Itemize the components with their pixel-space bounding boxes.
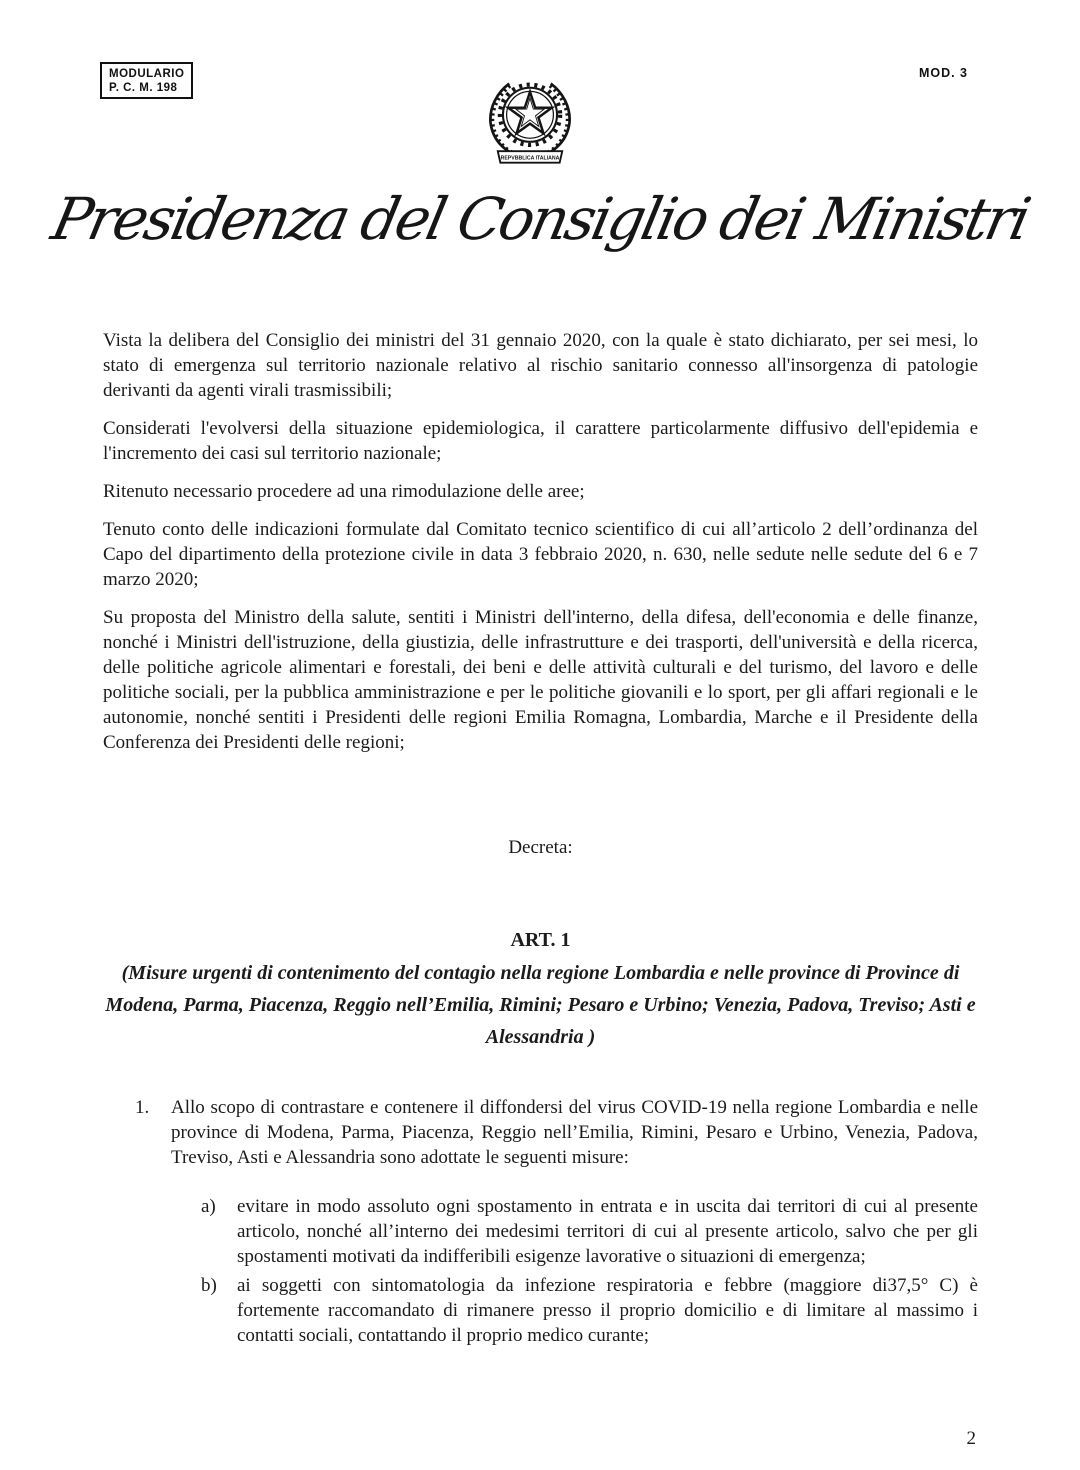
- sub-item-b-letter: b): [201, 1275, 217, 1296]
- article-1-subtitle: (Misure urgenti di contenimento del contagio nella regione Lombardia e nelle province di Province di Modena, Parma, Piacenza, Reggio nell’Emilia, Rimini; Pesaro e Urbino; Venezia, Padova, Treviso; Asti e Alessandria ): [105, 962, 976, 1048]
- list-item-1-text: Allo scopo di contrastare e contenere il diffondersi del virus COVID-19 nella regione Lombardia e nelle province di Modena, Parma, Piacenza, Reggio nell’Emilia, Rimini, Pesaro e Urbino, Venezia, Padova, Treviso, Asti e Alessandria sono adottate le seguenti misure:: [171, 1097, 978, 1168]
- preamble-paragraph-su-proposta: Su proposta del Ministro della salute, sentiti i Ministri dell'interno, della difesa, dell'economia e delle finanze, nonché i Ministri dell'istruzione, della giustizia, delle infrastrutture e dei trasporti, dell'università e della ricerca, delle politiche agricole alimentari e forestali, dei beni e delle attività culturali e del turismo, del lavoro e delle politiche sociali, per la pubblica amministrazione e per le politiche giovanili e lo sport, per gli affari regionali e le autonomie, nonché sentiti i Presidenti delle regioni Emilia Romagna, Lombardia, Marche e il Presidente della Conferenza dei Presidenti delle regioni;: [103, 607, 978, 753]
- sub-item-a-text: evitare in modo assoluto ogni spostamento in entrata e in uscita dai territori di cui al presente articolo, nonché all’interno dei medesimi territori di cui al presente articolo, salvo che per gli spostamenti motivati da indifferibili esigenze lavorative o situazioni di emergenza;: [237, 1196, 978, 1267]
- modulario-line2: P. C. M. 198: [109, 82, 178, 94]
- sub-item-a-letter: a): [201, 1196, 216, 1217]
- italian-republic-emblem-icon: [478, 68, 582, 172]
- document-body: [103, 328, 978, 1352]
- preamble-paragraph-considerati: Considerati l'evolversi della situazione epidemiologica, il carattere particolarmente diffusivo dell'epidemia e l'incremento dei casi sul territorio nazionale;: [103, 418, 978, 464]
- article-1-sublist: [103, 1194, 978, 1348]
- sub-item-a: [103, 1194, 978, 1269]
- decreta-heading: Decreta:: [508, 837, 573, 858]
- preamble-paragraph-vista: Vista la delibera del Consiglio dei ministri del 31 gennaio 2020, con la quale è stato dichiarato, per sei mesi, lo stato di emergenza sul territorio nazionale relativo al rischio sanitario connesso all'insorgenza di patologie derivanti da agenti virali trasmissibili;: [103, 330, 978, 401]
- sub-item-b-text: ai soggetti con sintomatologia da infezione respiratoria e febbre (maggiore di37,5° C) è fortemente raccomandato di rimanere presso il proprio domicilio e di limitare al massimo i contatti sociali, contattando il proprio medico curante;: [237, 1275, 978, 1346]
- list-item-1: [103, 1095, 978, 1170]
- sub-item-b: [103, 1273, 978, 1348]
- modulario-line1: MODULARIO: [109, 68, 185, 80]
- article-1-list: [103, 1095, 978, 1348]
- mod3-label: MOD. 3: [918, 66, 968, 80]
- article-1-title: ART. 1: [510, 929, 571, 951]
- list-item-1-number: 1.: [135, 1097, 150, 1118]
- letterhead-title: Presidenza del Consiglio dei Ministri: [46, 185, 1034, 253]
- preamble-paragraph-ritenuto: Ritenuto necessario procedere ad una rimodulazione delle aree;: [103, 481, 585, 502]
- modulario-stamp: [100, 62, 193, 99]
- emblem-banner-text: REPVBBLICA ITALIANA: [500, 155, 560, 162]
- page-number: 2: [966, 1428, 976, 1449]
- preamble-paragraph-tenuto-conto: Tenuto conto delle indicazioni formulate dal Comitato tecnico scientifico di cui all’articolo 2 dell’ordinanza del Capo del dipartimento della protezione civile in data 3 febbraio 2020, n. 630, nelle sedute nelle sedute del 6 e 7 marzo 2020;: [103, 519, 978, 590]
